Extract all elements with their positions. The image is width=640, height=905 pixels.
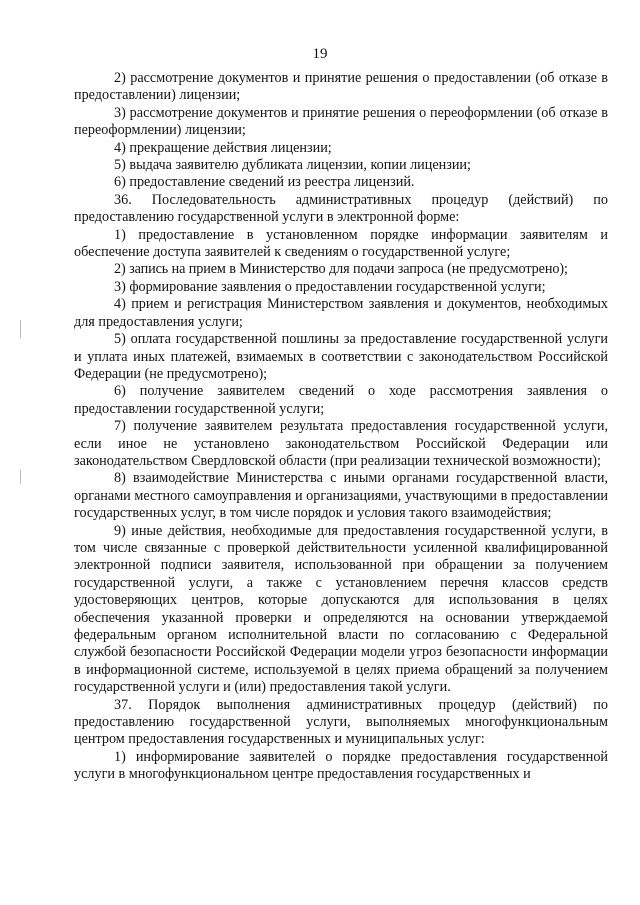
- paragraph: 2) запись на прием в Министерство для подачи запроса (не предусмотрено);: [114, 261, 568, 278]
- section-paragraph: 37. Порядок выполнения административных процедур (действий) по предоставлению государственной услуги, выполняемых многофункциональным центром предоставления государственных и муниципальных услуг:: [74, 696, 608, 748]
- paragraph: 1) информирование заявителей о порядке предоставления государственной услуги в многофункциональном центре предоставления государственных и: [74, 748, 608, 783]
- paragraph: 8) взаимодействие Министерства с иными органами государственной власти, органами местного самоуправления и организациями, участвующими в предоставлении государственных услуг, в том числе порядок и условия такого взаимодействия;: [74, 470, 608, 522]
- paragraph: 6) получение заявителем сведений о ходе рассмотрения заявления о предоставлении государственной услуги;: [74, 383, 608, 417]
- document-body: [74, 70, 608, 784]
- paragraph: 6) предоставление сведений из реестра лицензий.: [114, 174, 415, 191]
- scan-artifact-mark: [20, 320, 21, 338]
- paragraph: 2) рассмотрение документов и принятие решения о предоставлении (об отказе в предоставлении) лицензии;: [74, 70, 608, 104]
- section-paragraph: 36. Последовательность административных процедур (действий) по предоставлению государственной услуги в электронной форме:: [74, 191, 608, 226]
- paragraph: 1) предоставление в установленном порядке информации заявителям и обеспечение доступа заявителей к сведениям о государственной услуге;: [74, 226, 608, 261]
- paragraph: 5) оплата государственной пошлины за предоставление государственной услуги и уплата иных платежей, взимаемых в соответствии с законодательством Российской Федерации (не предусмотрено);: [74, 331, 608, 382]
- paragraph: 4) прекращение действия лицензии;: [114, 139, 332, 156]
- page-number: 19: [312, 46, 328, 62]
- paragraph: 3) формирование заявления о предоставлении государственной услуги;: [114, 278, 546, 295]
- paragraph: 5) выдача заявителю дубликата лицензии, копии лицензии;: [114, 157, 471, 174]
- paragraph: 4) прием и регистрация Министерством заявления и документов, необходимых для предоставления услуги;: [74, 296, 608, 330]
- paragraph: 9) иные действия, необходимые для предоставления государственной услуги, в том числе связанные с проверкой действительности усиленной квалифицированной электронной подписи заявителя, использованной при обращении за получением государственной услуги, а также с установлением перечня классов средств удостоверяющих центров, которые допускаются для использования в целях обеспечения указанной проверки и определяются на основании утверждаемой федеральным органом исполнительной власти по согласованию с Федеральной службой безопасности Российской Федерации модели угроз безопасности информации в информационной системе, используемой в целях приема обращений за получением государственной услуги и (или) предоставления такой услуги.: [74, 522, 608, 696]
- paragraph: 7) получение заявителем результата предоставления государственной услуги, если иное не установлено законодательством Российской Федерации или законодательством Свердловской области (при реализации технической возможности);: [74, 418, 608, 469]
- scan-artifact-mark: [20, 470, 21, 484]
- paragraph: 3) рассмотрение документов и принятие решения о переоформлении (об отказе в переоформлении) лицензии;: [74, 104, 608, 139]
